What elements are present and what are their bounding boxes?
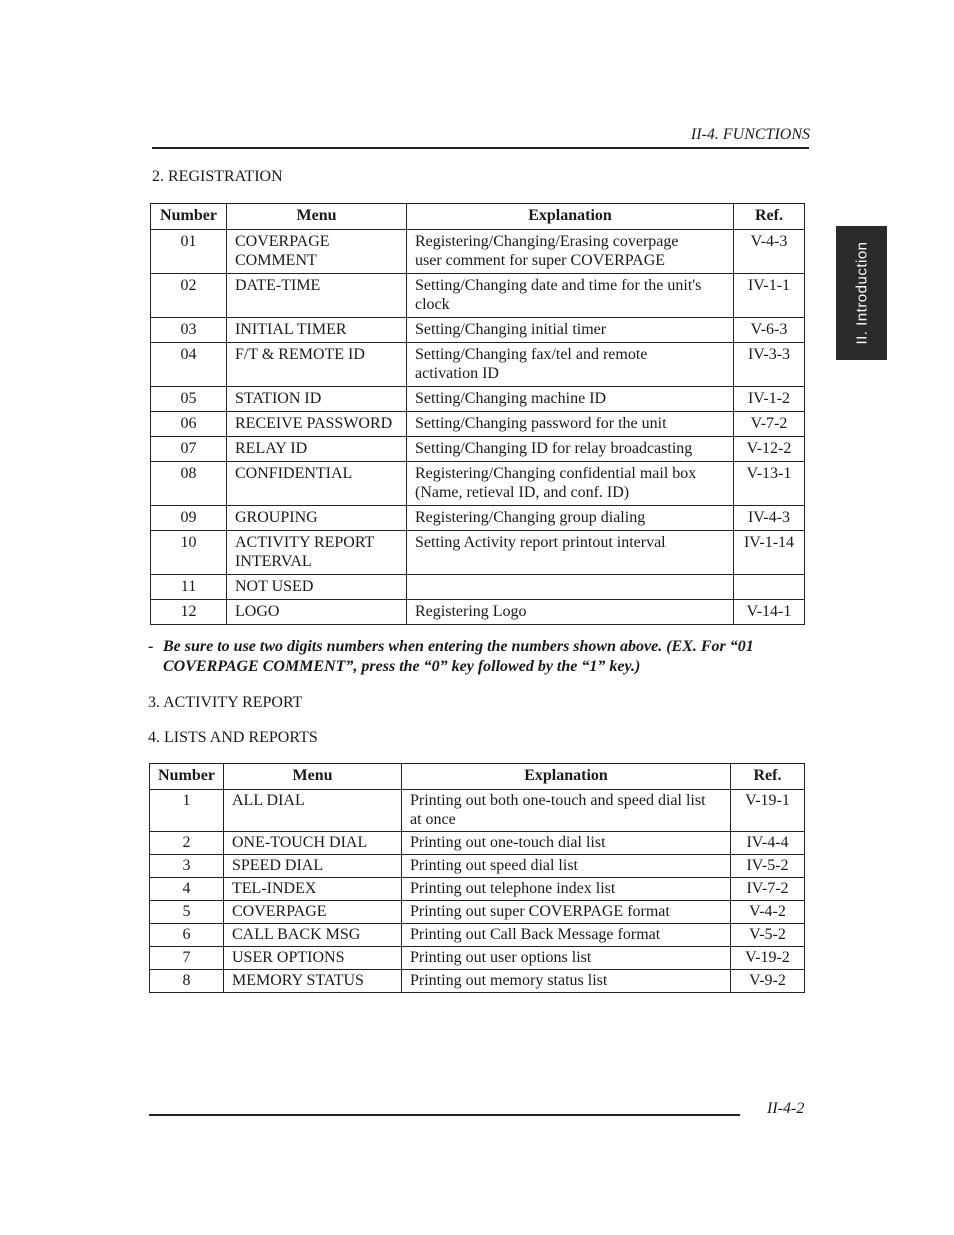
cell-explanation: Printing out Call Back Message format (402, 924, 731, 947)
note-dash: - (148, 638, 154, 655)
cell-menu: CALL BACK MSG (224, 924, 402, 947)
table-row (151, 575, 805, 600)
page-number: II-4-2 (767, 1100, 805, 1117)
table-row (151, 318, 805, 343)
cell-number: 06 (151, 412, 227, 437)
cell-menu: RECEIVE PASSWORD (227, 412, 407, 437)
cell-explanation: Printing out speed dial list (402, 855, 731, 878)
cell-number: 5 (150, 901, 224, 924)
cell-menu: ONE-TOUCH DIAL (224, 832, 402, 855)
column-header-explanation: Explanation (407, 204, 734, 230)
column-header-menu: Menu (224, 764, 402, 790)
cell-menu: SPEED DIAL (224, 855, 402, 878)
table-row (151, 274, 805, 318)
table-row (150, 947, 805, 970)
cell-ref: V-7-2 (734, 412, 805, 437)
cell-number: 12 (151, 600, 227, 625)
cell-explanation: Registering Logo (407, 600, 734, 625)
cell-explanation: Setting/Changing password for the unit (407, 412, 734, 437)
table-row (150, 832, 805, 855)
cell-ref: IV-1-2 (734, 387, 805, 412)
cell-ref: V-14-1 (734, 600, 805, 625)
cell-ref: V-9-2 (731, 970, 805, 993)
footer-rule (149, 1114, 740, 1116)
cell-number: 01 (151, 230, 227, 274)
cell-menu: F/T & REMOTE ID (227, 343, 407, 387)
cell-number: 8 (150, 970, 224, 993)
cell-number: 11 (151, 575, 227, 600)
cell-menu: RELAY ID (227, 437, 407, 462)
table-row (151, 506, 805, 531)
cell-menu: MEMORY STATUS (224, 970, 402, 993)
column-header-explanation: Explanation (402, 764, 731, 790)
cell-explanation: Setting/Changing fax/tel and remote activation ID (407, 343, 734, 387)
cell-ref: V-19-1 (731, 790, 805, 832)
lists-header-row (150, 764, 805, 790)
cell-menu: USER OPTIONS (224, 947, 402, 970)
cell-ref (734, 575, 805, 600)
registration-table-body (151, 230, 805, 625)
cell-explanation (407, 575, 734, 600)
table-row (151, 600, 805, 625)
cell-number: 1 (150, 790, 224, 832)
cell-number: 7 (150, 947, 224, 970)
cell-ref: IV-7-2 (731, 878, 805, 901)
cell-explanation: Printing out memory status list (402, 970, 731, 993)
table-row (150, 855, 805, 878)
cell-ref: V-12-2 (734, 437, 805, 462)
page-header-title: II-4. FUNCTIONS (690, 126, 810, 143)
cell-menu: TEL-INDEX (224, 878, 402, 901)
cell-menu: LOGO (227, 600, 407, 625)
cell-menu: STATION ID (227, 387, 407, 412)
registration-header-row (151, 204, 805, 230)
cell-ref: V-4-3 (734, 230, 805, 274)
cell-ref: V-4-2 (731, 901, 805, 924)
cell-ref: V-19-2 (731, 947, 805, 970)
cell-explanation: Printing out user options list (402, 947, 731, 970)
cell-ref: IV-3-3 (734, 343, 805, 387)
table-row (151, 387, 805, 412)
cell-number: 10 (151, 531, 227, 575)
cell-number: 4 (150, 878, 224, 901)
lists-reports-table-body (150, 790, 805, 993)
activity-report-heading: 3. ACTIVITY REPORT (148, 694, 303, 711)
cell-number: 07 (151, 437, 227, 462)
cell-ref: IV-1-1 (734, 274, 805, 318)
table-row (150, 901, 805, 924)
cell-ref: V-6-3 (734, 318, 805, 343)
registration-heading: 2. REGISTRATION (152, 168, 283, 185)
side-tab-label: II. Introduction (853, 241, 870, 345)
cell-menu: INITIAL TIMER (227, 318, 407, 343)
column-header-number: Number (151, 204, 227, 230)
cell-ref: IV-4-4 (731, 832, 805, 855)
cell-menu: ALL DIAL (224, 790, 402, 832)
header-rule (152, 147, 809, 149)
lists-reports-table (149, 763, 805, 993)
section-side-tab (836, 226, 887, 360)
note-line-1: Be sure to use two digits numbers when entering the numbers shown above. (EX. For “01 (163, 638, 754, 655)
usage-note (148, 637, 818, 677)
table-row (151, 343, 805, 387)
cell-ref: V-5-2 (731, 924, 805, 947)
table-row (151, 412, 805, 437)
cell-number: 09 (151, 506, 227, 531)
cell-number: 03 (151, 318, 227, 343)
cell-menu: DATE-TIME (227, 274, 407, 318)
cell-number: 3 (150, 855, 224, 878)
table-row (150, 924, 805, 947)
cell-number: 08 (151, 462, 227, 506)
column-header-ref: Ref. (734, 204, 805, 230)
cell-explanation: Registering/Changing/Erasing coverpage user comment for super COVERPAGE (407, 230, 734, 274)
cell-menu: GROUPING (227, 506, 407, 531)
table-row (150, 878, 805, 901)
cell-explanation: Setting/Changing date and time for the unit's clock (407, 274, 734, 318)
cell-number: 04 (151, 343, 227, 387)
column-header-ref: Ref. (731, 764, 805, 790)
cell-ref: IV-5-2 (731, 855, 805, 878)
cell-explanation: Setting/Changing ID for relay broadcasting (407, 437, 734, 462)
cell-number: 02 (151, 274, 227, 318)
cell-number: 2 (150, 832, 224, 855)
column-header-menu: Menu (227, 204, 407, 230)
cell-number: 05 (151, 387, 227, 412)
note-line-2: COVERPAGE COMMENT”, press the “0” key followed by the “1” key.) (163, 658, 641, 675)
cell-explanation: Printing out one-touch dial list (402, 832, 731, 855)
cell-explanation: Printing out super COVERPAGE format (402, 901, 731, 924)
cell-number: 6 (150, 924, 224, 947)
cell-ref: IV-4-3 (734, 506, 805, 531)
cell-explanation: Registering/Changing confidential mail box (Name, retieval ID, and conf. ID) (407, 462, 734, 506)
cell-menu: COVERPAGE (224, 901, 402, 924)
cell-menu: ACTIVITY REPORT INTERVAL (227, 531, 407, 575)
cell-explanation: Printing out telephone index list (402, 878, 731, 901)
cell-explanation: Setting/Changing machine ID (407, 387, 734, 412)
table-row (151, 462, 805, 506)
cell-menu: NOT USED (227, 575, 407, 600)
table-row (151, 437, 805, 462)
table-row (150, 970, 805, 993)
cell-explanation: Registering/Changing group dialing (407, 506, 734, 531)
cell-ref: V-13-1 (734, 462, 805, 506)
cell-explanation: Printing out both one-touch and speed dial list at once (402, 790, 731, 832)
registration-table (150, 203, 805, 625)
column-header-number: Number (150, 764, 224, 790)
cell-ref: IV-1-14 (734, 531, 805, 575)
cell-menu: CONFIDENTIAL (227, 462, 407, 506)
cell-explanation: Setting/Changing initial timer (407, 318, 734, 343)
lists-reports-heading: 4. LISTS AND REPORTS (148, 729, 318, 746)
cell-explanation: Setting Activity report printout interval (407, 531, 734, 575)
table-row (150, 790, 805, 832)
table-row (151, 531, 805, 575)
table-row (151, 230, 805, 274)
cell-menu: COVERPAGE COMMENT (227, 230, 407, 274)
